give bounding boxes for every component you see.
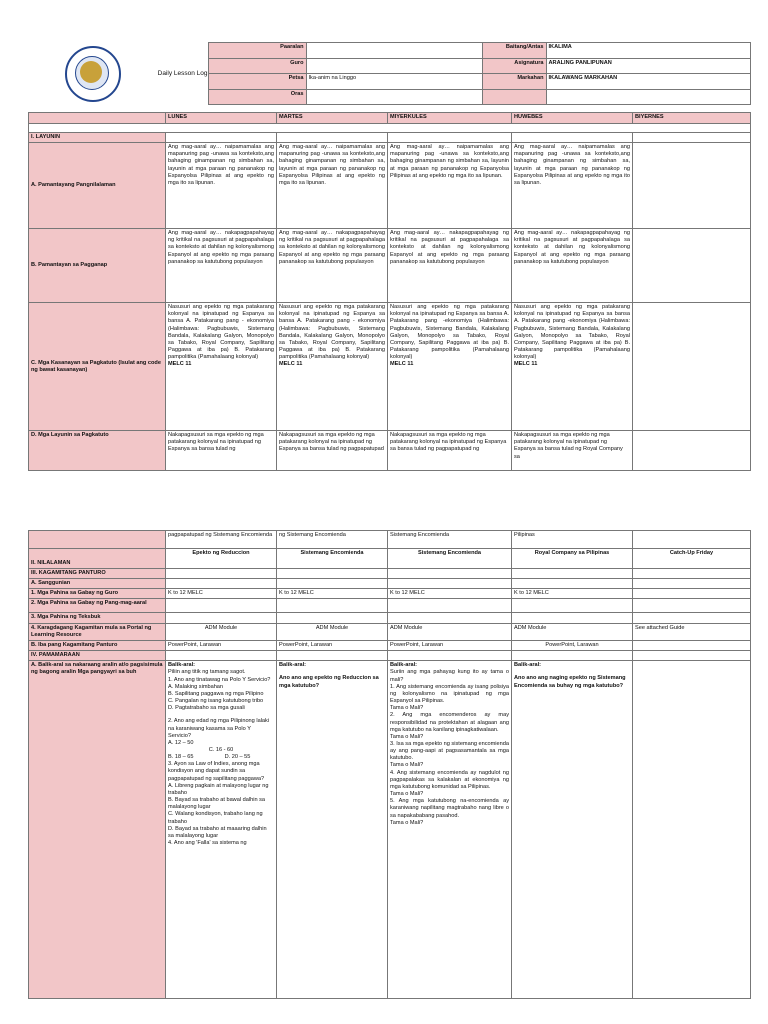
review-line: A. 12 – 50 xyxy=(168,739,194,746)
review-line: 2. Ang mga encomenderos ay may responsibilidad na protektahan at alagaan ang mga katutubo na kanilang ipinagkatiwalaan. xyxy=(390,712,509,733)
cell-text: Ang mag-aaral ay… nakapagpapahayag ng kritikal na pagsusuri at pagpapahalaga sa konteksto at dahilan ng kolonyalismong Espanyol at ang epekto ng mga paraang pananakop sa katutubong populasyon xyxy=(166,229,277,303)
review-line: Tama o Mali? xyxy=(390,733,424,740)
page-title: Daily Lesson Log xyxy=(157,69,208,77)
empty-cell xyxy=(166,613,277,623)
review-line: Piliin ang titik ng tamang sagot. xyxy=(168,669,246,676)
cell-text: Catch-Up Friday xyxy=(633,549,751,569)
review-line: 3. Ayon sa Law of Indies, anong mga kondisyon ang dapat sundin sa pagpapatupad ng sapilitang paggawa? xyxy=(168,761,265,782)
review-line: Tama o Mali? xyxy=(390,819,424,826)
review-line: B. Bayad sa trabaho at bawal dalhin sa malalayong lugar xyxy=(168,797,266,811)
deped-seal-logo xyxy=(65,46,121,102)
cell-text: K to 12 MELC xyxy=(512,589,633,599)
cell-text xyxy=(633,589,751,599)
empty-cell xyxy=(512,613,633,623)
corner-cell xyxy=(29,113,166,124)
melc-code: MELC 11 xyxy=(514,361,538,368)
cell-text: Sistemang Encomienda xyxy=(388,549,512,569)
section-heading: III. KAGAMITANG PANTURO xyxy=(29,569,166,579)
empty-cell xyxy=(512,651,633,661)
row-label: 2. Mga Pahina sa Gabay ng Pang-mag-aaral xyxy=(29,599,166,613)
cell-text: Nasusuri ang epekto ng mga patakarang kolonyal na ipinatupad ng Espanya sa bansa A. Patakarang pang -ekonomiya (Halimbawa: Pagbubuwis, Sistemang Bandala, Kalakalang Galyon, Monopolyo sa Tabako, Royal Company, Sapilitang Paggawa at iba pa) B. Patakarang pampolitika (Pamahalaang kolonyal) xyxy=(390,304,509,361)
section-heading: I. LAYUNIN xyxy=(29,133,166,143)
cell-text: Ang mag-aaral ay… naipamamalas ang mapanuring pag -unawa sa konteksto,ang bahaging ginampanan ng simbahan sa, layunin at mga paraan ng pananakop ng Espanyolsa Pilipinas at ang epekto ng mga ito sa lipunan. xyxy=(512,143,633,229)
header-value xyxy=(546,89,750,105)
empty-cell xyxy=(166,599,277,613)
cell-text: Ang mag-aaral ay… nakapagpapahayag ng kritikal na pagsusuri at pagpapahalaga sa konteksto at dahilan ng kolonyalismong Espanyol at ang epekto ng mga paraang pananakop sa katutubong populasyon xyxy=(512,229,633,303)
page1-main-table xyxy=(28,112,750,471)
header-label xyxy=(482,89,546,105)
empty-cell xyxy=(512,599,633,613)
cell-text: K to 12 MELC xyxy=(166,589,277,599)
header-value xyxy=(306,89,482,105)
cell-text: PowerPoint, Larawan xyxy=(388,640,512,650)
review-line: C. 16 - 60 xyxy=(208,746,234,753)
empty-cell xyxy=(277,579,388,589)
section-heading: IV. PAMAMARAAN xyxy=(29,651,166,661)
review-line: C. Pangalan ng isang katutubong tribo xyxy=(168,698,264,705)
empty-cell xyxy=(633,613,751,623)
spacer-row xyxy=(29,124,751,133)
review-line: 5. Ang mga katutubong na-encomienda ay karaniwang napilitang magtrabaho nang libre o sa napakababang pasahod. xyxy=(390,798,509,819)
header-value: ARALING PANLIPUNAN xyxy=(546,58,750,74)
row-label: A. Balik-aral sa nakaraang aralin at/o pagsisimula ng bagong aralin Mga pangyayri sa buh xyxy=(29,661,166,999)
row-label: 4. Karagdagang Kagamitan mula sa Portal ng Learning Resource xyxy=(29,623,166,640)
cell-text xyxy=(633,303,751,431)
thursday-review-cell xyxy=(512,661,633,999)
header-label: Petsa xyxy=(208,74,306,90)
day-header-lunes: LUNES xyxy=(166,113,277,124)
cell-with-code xyxy=(512,303,633,431)
cell-text: Nakapagsusuri sa mga epekto ng mga patakarang kolonyal na ipinatupad ng Espanya sa bansa tulad ng xyxy=(166,431,277,471)
cell-text: ADM Module xyxy=(512,623,633,640)
day-header-biyernes: BIYERNES xyxy=(633,113,751,124)
header-label: Baitang/Antas xyxy=(482,43,546,59)
review-heading: Balik-aral: xyxy=(514,662,542,669)
melc-code: MELC 11 xyxy=(168,361,192,368)
cell-text: Royal Company sa Pilipinas xyxy=(512,549,633,569)
review-heading: Balik-aral: xyxy=(279,662,307,669)
cell-text: Nasusuri ang epekto ng mga patakarang kolonyal na ipinatupad ng Espanya sa bansa A. Patakarang pang -ekonomiya (Halimbawa: Pagbubuwis, Sistemang Bandala, Kalakalang Galyon, Monopolyo sa Tabako, Royal Company, Sapilitang Paggawa at iba pa) B. Patakarang pampolitika (Pamahalaang kolonyal) xyxy=(514,304,630,361)
wednesday-review-cell xyxy=(388,661,512,999)
empty-cell xyxy=(633,133,751,143)
section-heading: II. NILALAMAN xyxy=(29,549,166,569)
cell-text: Pilipinas xyxy=(512,531,633,549)
cell-text: pagpapatupad ng Sistemang Encomienda xyxy=(166,531,277,549)
empty-cell xyxy=(512,133,633,143)
cell-text: Nasusuri ang epekto ng mga patakarang kolonyal na ipinatupad ng Espanya sa bansa A. Patakarang pang - ekonomiya (Halimbawa: Pagbubuwis, Sistemang Bandala, Kalakalang Galyon, Monopolyo sa Tabako, Royal Company, Sapilitang Paggawa at iba pa) B. Patakarang pampolitika (Pamahalaang kolonyal) xyxy=(279,304,385,361)
review-question: Ano ano ang naging epekto ng Sistemang Encomienda sa buhay ng mga katutubo? xyxy=(514,675,626,689)
lesson-log-header xyxy=(28,42,750,105)
empty-cell xyxy=(633,599,751,613)
empty-cell xyxy=(388,569,512,579)
review-line: Tama o Mali? xyxy=(390,705,424,712)
header-value: IKALIMA xyxy=(546,43,750,59)
empty-cell xyxy=(512,579,633,589)
cell-text: Nakapagsusuri sa mga epekto ng mga patakarang kolonyal na ipinatupad ng Espanya sa bansa tulad ng pagpapatupad xyxy=(277,431,388,471)
row-label: D. Mga Layunin sa Pagkatuto xyxy=(29,431,166,471)
cell-with-code xyxy=(277,303,388,431)
review-line: 1. Ang sistemang encomienda ay isang polisiya ng kolonyalismo na ipinatupad ng mga Espanyol sa Pilipinas. xyxy=(390,683,509,705)
cell-text: Sistemang Encomienda xyxy=(277,549,388,569)
empty-cell xyxy=(277,613,388,623)
row-label: 3. Mga Pahina ng Teksbuk xyxy=(29,613,166,623)
empty-cell xyxy=(388,579,512,589)
tuesday-review-cell xyxy=(277,661,388,999)
header-value xyxy=(306,43,482,59)
row-label: A. Pamantayang Pangnilalaman xyxy=(29,143,166,229)
header-label: Oras xyxy=(208,89,306,105)
header-label: Guro xyxy=(208,58,306,74)
empty-cell xyxy=(277,651,388,661)
row-label: C. Mga Kasanayan sa Pagkatuto (Isulat ang code ng bawat kasanayan) xyxy=(29,303,166,431)
cell-text: Ang mag-aaral ay… naipamamalas ang mapanuring pag -unawa sa konteksto,ang bahaging ginampanan ng simbahan sa, layunin at mga paraan ng pananakop ng Espanyolsa Pilipinas at ang epekto ng mga ito sa lipunan. xyxy=(277,143,388,229)
cell-text: ng Sistemang Encomienda xyxy=(277,531,388,549)
empty-cell xyxy=(388,613,512,623)
cell-text: Nasusuri ang epekto ng mga patakarang kolonyal na ipinatupad ng Espanya sa bansa A. Patakarang pang - ekonomiya (Halimbawa: Pagbubuwis, Sistemang Bandala, Kalakalang Galyon, Monopolyo sa Tabako, Royal Company, Sapilitang Paggawa at iba pa) B. Patakarang pampolitika (Pamahalaang kolonyal) xyxy=(168,304,274,361)
review-line: 4. Ano ang 'Falla' sa sistema ng xyxy=(168,840,247,846)
review-line: 1. Ano ang tinatawag na Polo Y Servicio? xyxy=(168,676,271,683)
header-value xyxy=(306,58,482,74)
empty-cell xyxy=(166,651,277,661)
cell-text: Epekto ng Reduccion xyxy=(166,549,277,569)
cell-text: K to 12 MELC xyxy=(388,589,512,599)
friday-review-cell xyxy=(633,661,751,999)
cell-text: ADM Module xyxy=(388,623,512,640)
header-logo-cell xyxy=(28,43,208,105)
empty-cell xyxy=(388,599,512,613)
review-line: Tama o Mali? xyxy=(390,791,424,798)
cell-text: ADM Module xyxy=(166,623,277,640)
review-heading: Balik-aral: xyxy=(390,662,418,669)
header-value: Ika-anim na Linggo xyxy=(306,74,482,90)
row-label: 1. Mga Pahina sa Gabay ng Guro xyxy=(29,589,166,599)
header-label: Asignatura xyxy=(482,58,546,74)
day-header-huwebes: HUWEBES xyxy=(512,113,633,124)
empty-cell xyxy=(633,651,751,661)
review-heading: Balik-aral: xyxy=(168,662,196,669)
cell-text xyxy=(633,143,751,229)
review-line: B. Sapilitang paggawa ng mga Pilipino xyxy=(168,690,264,697)
review-line: D. Bayad sa trabaho at maaaring dalhin sa malalayong lugar xyxy=(168,825,267,839)
cell-text: Nakapagsusuri sa mga epekto ng mga patakarang kolonyal na ipinatupad ng Espanya sa bansa tulad ng Royal Company sa xyxy=(512,431,633,471)
empty-cell xyxy=(166,133,277,143)
review-line: C. Walang kondisyon, trabaho lang ng trabaho xyxy=(168,811,263,825)
cell-text: Ang mag-aaral ay… naipamamalas ang mapanuring pag -unawa sa konteksto,ang bahaging ginampanan ng simbahan sa, layunin at mga paraan ng pananakop ng Espanyolsa Pilipinas at ang epekto ng mga ito sa lipunan. xyxy=(388,143,512,229)
empty-cell xyxy=(388,133,512,143)
cell-text: Ang mag-aaral ay… naipamamalas ang mapanuring pag -unawa sa konteksto,ang bahaging ginampanan ng simbahan sa, layunin at mga paraan ng pananakop ng Espanyolsa Pilipinas at ang epekto ng mga ito sa lipunan. xyxy=(166,143,277,229)
review-line: 3. Isa sa mga epekto ng sistemang encomienda ay ang pang-aapi at pagsasamantala sa mga katutubo. xyxy=(390,740,509,762)
cell-text xyxy=(633,229,751,303)
empty-cell xyxy=(166,569,277,579)
cell-text: See attached Guide xyxy=(633,623,751,640)
cell-text: ADM Module xyxy=(277,623,388,640)
cell-text: Ang mag-aaral ay… nakapagpapahayag ng kritikal na pagsusuri at pagpapahalaga sa konteksto at dahilan ng kolonyalismong Espanyol at ang epekto ng mga paraang pananakop sa katutubong populasyon xyxy=(277,229,388,303)
row-label: B. Iba pang Kagamitang Panturo xyxy=(29,640,166,650)
cell-text: PowerPoint, Larawan xyxy=(166,640,277,650)
empty-cell xyxy=(388,651,512,661)
cell-with-code xyxy=(166,303,277,431)
cell-text xyxy=(633,431,751,471)
review-line: D. Pagtatrabaho sa mga gusali xyxy=(168,705,245,712)
review-line: Tama o Mali? xyxy=(390,762,424,769)
empty-cell xyxy=(277,569,388,579)
melc-code: MELC 11 xyxy=(390,361,414,368)
cell-text: Ang mag-aaral ay… nakapagpapahayag ng kritikal na pagsusuri at pagpapahalaga sa konteksto at dahilan ng kolonyalismong Espanyol at ang epekto ng mga paraang pananakop sa katutubong populasyon xyxy=(388,229,512,303)
melc-code: MELC 11 xyxy=(279,361,303,368)
empty-cell xyxy=(633,579,751,589)
row-label: A. Sanggunian xyxy=(29,579,166,589)
cell-text: PowerPoint, Larawan xyxy=(277,640,388,650)
empty-cell xyxy=(166,579,277,589)
review-line: B. 18 – 65 D. 20 – 55 xyxy=(168,754,251,761)
cell-text: Nakapagsusuri sa mga epekto ng mga patakarang kolonyal na ipinatupad ng Espanya sa bansa tulad ng pagpapatupad ng xyxy=(388,431,512,471)
empty-cell xyxy=(277,133,388,143)
cell-text xyxy=(633,531,751,549)
cell-text: Sistemang Encomienda xyxy=(388,531,512,549)
header-label: Paaralan xyxy=(208,43,306,59)
monday-review-cell xyxy=(166,661,277,999)
empty-cell xyxy=(633,569,751,579)
cell-text: PowerPoint, Larawan xyxy=(512,640,633,650)
header-label: Markahan xyxy=(482,74,546,90)
review-line: 4. Ang sistemang encomienda ay nagdulot ng pagpapalakas sa kalakalan at ekonomiya ng mga katutubong komunidad sa Pilipinas. xyxy=(390,769,509,790)
empty-cell xyxy=(512,569,633,579)
empty-cell xyxy=(277,599,388,613)
review-question: Ano ano ang epekto ng Reduccion sa mga katutubo? xyxy=(279,675,379,689)
review-line: Suriin ang mga pahayag kung ito ay tama o mali? xyxy=(390,669,509,683)
row-label xyxy=(29,531,166,549)
review-line: 2. Ano ang edad ng mga Pilipinong lalaki na karaniwang kasama sa Polo Y Servicio? xyxy=(168,718,270,739)
header-value: IKALAWANG MARKAHAN xyxy=(546,74,750,90)
review-line: A. Malaking simbahan xyxy=(168,683,224,690)
page2-main-table xyxy=(28,530,750,999)
day-header-miyerkules: MIYERKULES xyxy=(388,113,512,124)
day-header-martes: MARTES xyxy=(277,113,388,124)
review-line: A. Libreng pagkain at malayong lugar ng trabaho xyxy=(168,782,269,796)
row-label: B. Pamantayan sa Pagganap xyxy=(29,229,166,303)
cell-with-code xyxy=(388,303,512,431)
cell-text: K to 12 MELC xyxy=(277,589,388,599)
cell-text xyxy=(633,640,751,650)
